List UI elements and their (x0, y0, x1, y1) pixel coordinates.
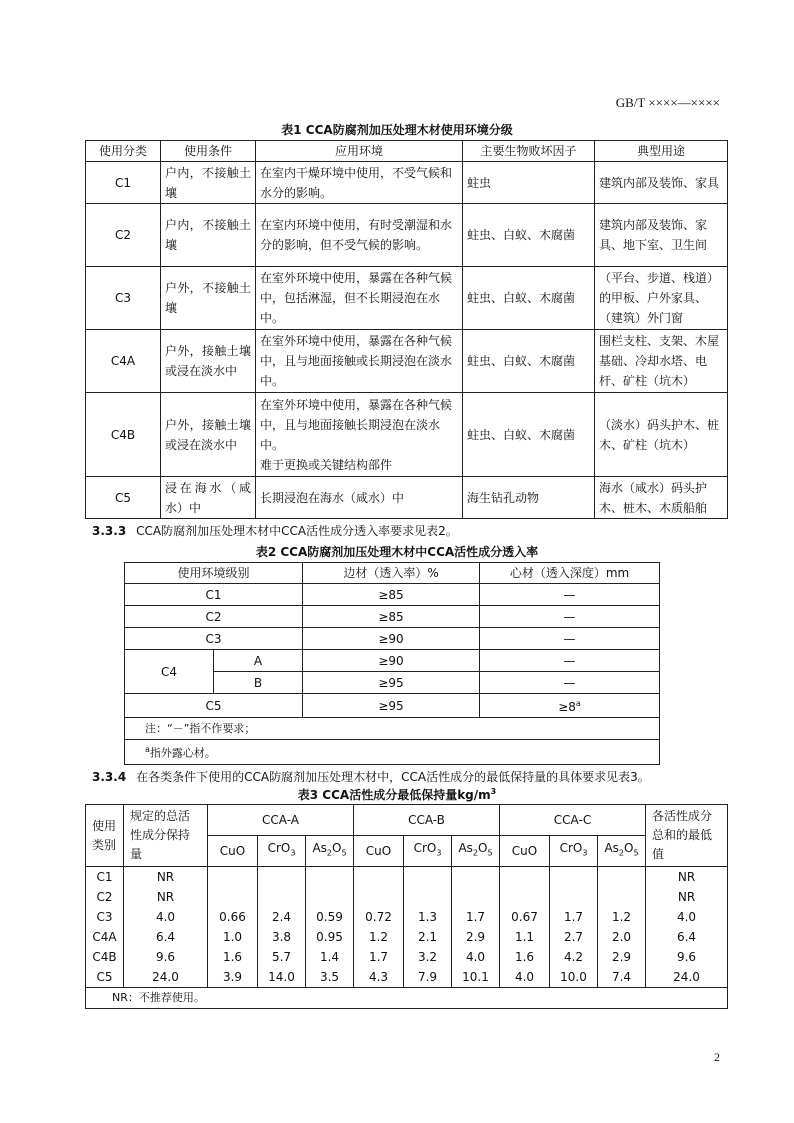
table3-min-cell: 6.4 (646, 927, 728, 947)
table3-class-cell: C1 (86, 867, 124, 888)
table3-cca-b-as2o5-cell (452, 867, 500, 888)
table2-header-row (125, 563, 660, 584)
table3-total-cell: NR (124, 867, 208, 888)
table3-cca-b-cuo-cell (354, 887, 404, 907)
cuo-header: CuO (354, 836, 404, 867)
table3-cca-a-cuo-cell: 1.0 (208, 927, 258, 947)
table3-cca-a-cro3-cell: 3.8 (258, 927, 306, 947)
table3-cca-b-cro3-cell: 2.1 (404, 927, 452, 947)
table3-cca-c-cro3-cell: 4.2 (550, 947, 598, 967)
page-number: 2 (714, 1050, 720, 1064)
formula-base: CrO (413, 841, 437, 856)
table1-header-condition: 使用条件 (161, 141, 256, 162)
table-row (125, 606, 660, 628)
clause-number: 3.3.4 (92, 770, 127, 784)
table3-cca-c-as2o5-cell: 1.2 (598, 907, 646, 927)
table-row (125, 628, 660, 650)
table3-total-cell: 6.4 (124, 927, 208, 947)
table2-note-2 (125, 740, 660, 765)
table2-level-cell: C1 (125, 584, 303, 606)
table3-cca-a-cro3-cell: 14.0 (258, 967, 306, 988)
as2o5-header (452, 836, 500, 867)
heartwood-value: ≥8 (558, 700, 576, 714)
table2-caption: 表2 CCA防腐剂加压处理木材中CCA活性成分透入率 (255, 545, 539, 559)
formula-base: O (624, 841, 634, 856)
table1-environment-cell: 在室外环境中使用，暴露在各种气候中，且与地面接触或长期浸泡在淡水中。 (256, 330, 463, 393)
table1-condition-cell: 浸在海水（咸水）中 (161, 477, 256, 519)
table2-sapwood-cell: ≥85 (303, 584, 480, 606)
table3-cca-b-cro3-cell (404, 867, 452, 888)
table3-group-cca-b: CCA-B (354, 805, 500, 836)
formula-base: As (312, 841, 327, 856)
table3-min-cell: 4.0 (646, 907, 728, 927)
table2-header-sapwood: 边材（透入率）% (303, 563, 480, 584)
table3-cca-a-as2o5-cell (306, 867, 354, 888)
table3-class-cell: C2 (86, 887, 124, 907)
table3-cca-b-cro3-cell: 7.9 (404, 967, 452, 988)
table3-cca-b-as2o5-cell: 4.0 (452, 947, 500, 967)
formula-base: As (458, 841, 473, 856)
table3-body (86, 867, 728, 988)
table3-cca-a-cuo-cell: 3.9 (208, 967, 258, 988)
table3-cca-a-as2o5-cell (306, 887, 354, 907)
table3-cca-c-as2o5-cell: 7.4 (598, 967, 646, 988)
footnote-mark: a (575, 699, 581, 708)
table3-cca-a-cuo-cell (208, 867, 258, 888)
table3-header-total: 规定的总活性成分保持量 (124, 805, 208, 867)
table3-cca-b-cro3-cell (404, 887, 452, 907)
table3-group-cca-c: CCA-C (500, 805, 646, 836)
table2-c4-cell: C4 (125, 650, 214, 694)
table3-cca-b-as2o5-cell: 1.7 (452, 907, 500, 927)
table1-usage-cell: （淡水）码头护木、桩木、矿柱（坑木） (595, 393, 728, 477)
formula-sub: 3 (290, 848, 296, 858)
table3-group-cca-a: CCA-A (208, 805, 354, 836)
table1-header-usage: 典型用途 (595, 141, 728, 162)
table3-class-cell: C5 (86, 967, 124, 988)
table1-condition-cell: 户外，不接触土壤 (161, 267, 256, 330)
table1-class-cell: C3 (86, 267, 161, 330)
table3-header-row (86, 805, 728, 836)
table3-cca-c-as2o5-cell (598, 867, 646, 888)
table-row (125, 694, 660, 718)
table2-heartwood-cell: — (480, 606, 660, 628)
table1-factor-cell: 蛀虫、白蚁、木腐菌 (463, 330, 595, 393)
table3-cca-b-as2o5-cell (452, 887, 500, 907)
table3-min-cell: NR (646, 887, 728, 907)
table1-class-cell: C5 (86, 477, 161, 519)
table3-cca-b-cuo-cell: 1.7 (354, 947, 404, 967)
table1-header-class: 使用分类 (86, 141, 161, 162)
table2-penetration (124, 562, 660, 765)
formula-sub: 2 (472, 848, 478, 858)
table3-cca-c-cro3-cell (550, 867, 598, 888)
table3-cca-b-as2o5-cell: 2.9 (452, 927, 500, 947)
standard-code: GB/T ××××—×××× (615, 95, 720, 110)
table2-header-heartwood: 心材（透入深度）mm (480, 563, 660, 584)
table1-condition-cell: 户外，接触土壤或浸在淡水中 (161, 393, 256, 477)
table2-heartwood-cell: — (480, 672, 660, 694)
table3-retention (85, 804, 728, 1009)
table-row (86, 967, 728, 988)
table1-header-row (86, 141, 728, 162)
table3-caption-text: 表3 CCA活性成分最低保持量kg/m (297, 788, 491, 802)
table3-cca-c-cro3-cell (550, 887, 598, 907)
table1-caption: 表1 CCA防腐剂加压处理木材使用环境分级 (281, 123, 513, 137)
table2-heartwood-cell (480, 694, 660, 718)
table3-class-cell: C4B (86, 947, 124, 967)
table3-cca-a-as2o5-cell: 0.59 (306, 907, 354, 927)
table3-cca-b-cuo-cell: 4.3 (354, 967, 404, 988)
table1-factor-cell: 蛀虫、白蚁、木腐菌 (463, 267, 595, 330)
table1-class-cell: C4B (86, 393, 161, 477)
table-row (86, 393, 728, 477)
clause-3-3-3 (92, 522, 458, 539)
table2-note-row (125, 718, 660, 740)
table2-sapwood-cell: ≥95 (303, 672, 480, 694)
cro3-header (258, 836, 306, 867)
table1-factor-cell: 蛀虫、白蚁、木腐菌 (463, 393, 595, 477)
table2-sublevel-cell: B (214, 672, 303, 694)
table3-cca-b-cro3-cell: 1.3 (404, 907, 452, 927)
table3-cca-a-cuo-cell: 0.66 (208, 907, 258, 927)
table1-condition-cell: 户外，接触土壤或浸在淡水中 (161, 330, 256, 393)
table1-header-factor: 主要生物败坏因子 (463, 141, 595, 162)
formula-sub: 5 (341, 848, 347, 858)
as2o5-header (306, 836, 354, 867)
table3-header-min: 各活性成分总和的最低值 (646, 805, 728, 867)
table3-class-cell: C3 (86, 907, 124, 927)
table3-note: NR：不推荐使用。 (86, 988, 728, 1009)
table3-cca-b-as2o5-cell: 10.1 (452, 967, 500, 988)
table3-cca-a-cro3-cell (258, 887, 306, 907)
clause-3-3-4 (92, 768, 650, 785)
table3-total-cell: 9.6 (124, 947, 208, 967)
table2-heartwood-cell: — (480, 650, 660, 672)
table-row (86, 162, 728, 204)
table3-cca-a-cro3-cell (258, 867, 306, 888)
table3-cca-c-cro3-cell: 10.0 (550, 967, 598, 988)
table3-caption (0, 786, 794, 803)
table3-cca-c-cuo-cell: 1.1 (500, 927, 550, 947)
table3-header-class: 使用类别 (86, 805, 124, 867)
footnote-mark: a (145, 745, 150, 754)
table1-header-environment: 应用环境 (256, 141, 463, 162)
footnote-text: 指外露心材。 (149, 746, 216, 760)
table-row (86, 887, 728, 907)
table2-sapwood-cell: ≥90 (303, 628, 480, 650)
table-row (86, 867, 728, 888)
table2-level-cell: C2 (125, 606, 303, 628)
table3-cca-c-as2o5-cell: 2.9 (598, 947, 646, 967)
formula-base: CrO (559, 841, 583, 856)
table3-cca-a-as2o5-cell: 3.5 (306, 967, 354, 988)
table3-min-cell: NR (646, 867, 728, 888)
formula-sub: 3 (436, 848, 442, 858)
table1-class-cell: C4A (86, 330, 161, 393)
table3-cca-b-cuo-cell: 1.2 (354, 927, 404, 947)
table1-use-environment (85, 140, 728, 519)
cro3-header (550, 836, 598, 867)
table1-class-cell: C2 (86, 204, 161, 267)
table-row (125, 650, 660, 672)
formula-base: CrO (267, 841, 291, 856)
table1-factor-cell: 蛀虫、白蚁、木腐菌 (463, 204, 595, 267)
clause-number: 3.3.3 (92, 524, 127, 538)
table-row (86, 927, 728, 947)
table-row (86, 477, 728, 519)
table3-cca-b-cuo-cell (354, 867, 404, 888)
table3-cca-c-cuo-cell: 4.0 (500, 967, 550, 988)
table3-cca-a-as2o5-cell: 0.95 (306, 927, 354, 947)
table3-min-cell: 24.0 (646, 967, 728, 988)
clause-text: CCA防腐剂加压处理木材中CCA活性成分透入率要求见表2。 (136, 524, 458, 538)
table2-sapwood-cell: ≥95 (303, 694, 480, 718)
table-row (125, 584, 660, 606)
table1-environment-cell: 在室内干燥环境中使用，不受气候和水分的影响。 (256, 162, 463, 204)
table3-min-cell: 9.6 (646, 947, 728, 967)
formula-sub: 5 (633, 848, 639, 858)
cuo-header: CuO (208, 836, 258, 867)
table3-total-cell: 24.0 (124, 967, 208, 988)
table1-factor-cell: 蛀虫 (463, 162, 595, 204)
cro3-header (404, 836, 452, 867)
table3-caption-sup: 3 (490, 787, 497, 796)
clause-text: 在各类条件下使用的CCA防腐剂加压处理木材中，CCA活性成分的最低保持量的具体要求见表3。 (136, 770, 650, 784)
table2-note-1: 注：“－”指不作要求； (125, 718, 660, 740)
table2-sapwood-cell: ≥85 (303, 606, 480, 628)
table1-environment-cell: 在室外环境中使用，暴露在各种气候中，包括淋湿，但不长期浸泡在水中。 (256, 267, 463, 330)
table1-condition-cell: 户内，不接触土壤 (161, 162, 256, 204)
cuo-header: CuO (500, 836, 550, 867)
table2-level-cell: C3 (125, 628, 303, 650)
table3-cca-a-cro3-cell: 2.4 (258, 907, 306, 927)
table2-level-cell: C5 (125, 694, 303, 718)
table-row (86, 267, 728, 330)
formula-sub: 2 (326, 848, 332, 858)
table3-cca-c-cuo-cell: 1.6 (500, 947, 550, 967)
table1-class-cell: C1 (86, 162, 161, 204)
table1-factor-cell: 海生钻孔动物 (463, 477, 595, 519)
table1-usage-cell: 建筑内部及装饰、家具 (595, 162, 728, 204)
table3-cca-c-cuo-cell (500, 867, 550, 888)
table3-cca-b-cro3-cell: 3.2 (404, 947, 452, 967)
table3-cca-c-cuo-cell: 0.67 (500, 907, 550, 927)
table3-cca-a-as2o5-cell: 1.4 (306, 947, 354, 967)
table3-cca-a-cuo-cell: 1.6 (208, 947, 258, 967)
table-row (86, 204, 728, 267)
formula-sub: 5 (487, 848, 493, 858)
table3-total-cell: 4.0 (124, 907, 208, 927)
table2-note-row (125, 740, 660, 765)
table1-environment-cell: 在室内环境中使用，有时受潮湿和水分的影响，但不受气候的影响。 (256, 204, 463, 267)
table2-heartwood-cell: — (480, 584, 660, 606)
table-row (86, 907, 728, 927)
table3-cca-b-cuo-cell: 0.72 (354, 907, 404, 927)
table3-cca-c-as2o5-cell: 2.0 (598, 927, 646, 947)
table3-cca-a-cuo-cell (208, 887, 258, 907)
table3-note-row (86, 988, 728, 1009)
table3-class-cell: C4A (86, 927, 124, 947)
table3-total-cell: NR (124, 887, 208, 907)
table1-usage-cell: （平台、步道、栈道）的甲板、户外家具、（建筑）外门窗 (595, 267, 728, 330)
table3-cca-c-cro3-cell: 2.7 (550, 927, 598, 947)
as2o5-header (598, 836, 646, 867)
table-row (86, 947, 728, 967)
table2-sublevel-cell: A (214, 650, 303, 672)
formula-sub: 2 (618, 848, 625, 858)
table1-environment-cell: 长期浸泡在海水（咸水）中 (256, 477, 463, 519)
table1-environment-cell: 在室外环境中使用，暴露在各种气候中，且与地面接触长期浸泡在淡水中。 难于更换或关键结构部件 (256, 393, 463, 477)
formula-base: O (332, 841, 342, 856)
table1-usage-cell: 海水（咸水）码头护木、桩木、木质船舶 (595, 477, 728, 519)
formula-base: O (478, 841, 488, 856)
table1-condition-cell: 户内，不接触土壤 (161, 204, 256, 267)
table2-heartwood-cell: — (480, 628, 660, 650)
table1-usage-cell: 围栏支柱、支架、木屋基础、冷却水塔、电杆、矿柱（坑木） (595, 330, 728, 393)
table2-header-level: 使用环境级别 (125, 563, 303, 584)
table3-cca-c-as2o5-cell (598, 887, 646, 907)
formula-sub: 3 (582, 848, 588, 858)
table3-cca-a-cro3-cell: 5.7 (258, 947, 306, 967)
table-row (86, 330, 728, 393)
table2-sapwood-cell: ≥90 (303, 650, 480, 672)
table3-cca-c-cuo-cell (500, 887, 550, 907)
table1-usage-cell: 建筑内部及装饰、家具、地下室、卫生间 (595, 204, 728, 267)
table3-cca-c-cro3-cell: 1.7 (550, 907, 598, 927)
formula-base: As (604, 841, 619, 856)
